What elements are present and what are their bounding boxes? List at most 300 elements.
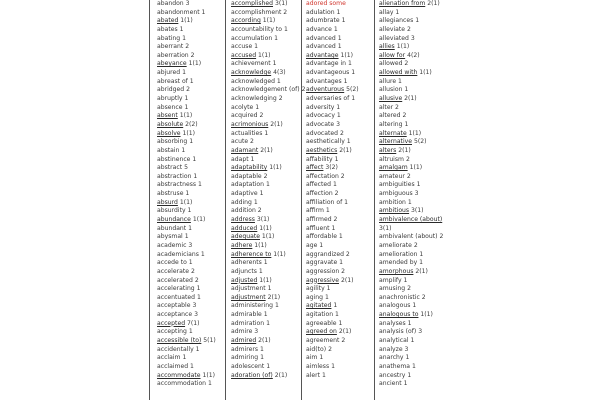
index-entry[interactable] — [231, 17, 299, 26]
entry-word-link[interactable]: abated — [157, 17, 179, 25]
index-entry[interactable] — [231, 277, 299, 286]
entry-count: 2 — [345, 250, 350, 258]
entry-word-link[interactable]: amalgam — [379, 164, 408, 172]
index-entry[interactable] — [379, 216, 450, 225]
entry-count: 3 — [410, 34, 415, 42]
entry-word: agility — [306, 285, 325, 293]
entry-word-link[interactable]: alienation from — [379, 0, 426, 7]
entry-word: aesthetically — [306, 138, 345, 146]
entry-count: 1 — [332, 181, 337, 189]
entry-count: 1 — [411, 362, 416, 370]
entry-count: 1(1) — [259, 276, 272, 284]
entry-word-link[interactable]: adamant — [231, 146, 259, 154]
entry-word: admirers — [231, 345, 259, 353]
entry-count: 3(1) — [274, 0, 288, 7]
entry-word-link[interactable]: abeyance — [157, 60, 187, 68]
entry-word: ambiguous — [379, 190, 413, 198]
entry-word-link[interactable]: analogous to — [379, 311, 419, 319]
index-entry[interactable] — [306, 328, 372, 337]
index-entry — [157, 363, 223, 372]
entry-word-link[interactable]: accommodate — [157, 371, 201, 379]
entry-count: 2(2) — [185, 120, 198, 128]
index-entry[interactable] — [379, 207, 450, 216]
index-entry — [157, 69, 223, 78]
index-entry — [379, 363, 450, 372]
index-entry — [231, 78, 299, 87]
entry-word-link[interactable]: allowed with — [379, 69, 418, 77]
index-entry[interactable] — [231, 225, 299, 234]
entry-word: adding — [231, 198, 252, 206]
entry-word-link[interactable]: absent — [157, 112, 178, 120]
entry-count: 2(1) — [340, 276, 354, 284]
entry-word-link[interactable]: amorphous — [379, 267, 414, 275]
index-entry[interactable] — [157, 320, 223, 329]
index-entry[interactable] — [231, 52, 299, 61]
entry-count: 1 — [319, 354, 324, 362]
entry-count: 1 — [196, 285, 201, 293]
index-entry — [379, 112, 450, 121]
entry-count: 2 — [395, 103, 399, 111]
entry-count: 2 — [333, 216, 338, 224]
index-entry — [231, 9, 299, 18]
index-entry — [306, 346, 372, 355]
entry-word: altered — [379, 112, 401, 120]
entry-word: adaptation — [231, 181, 265, 189]
entry-count: 1 — [419, 259, 424, 267]
entry-word: accumulation — [231, 34, 273, 42]
index-entry — [379, 328, 450, 337]
index-entry[interactable] — [379, 164, 450, 173]
index-entry — [379, 225, 450, 234]
entry-word: adaptable — [231, 172, 262, 180]
index-entry — [157, 311, 223, 320]
index-entry[interactable] — [306, 302, 372, 311]
index-entry — [306, 225, 372, 234]
entry-count: 1 — [184, 233, 189, 241]
entry-word: allusion — [379, 86, 403, 94]
entry-count: 1 — [265, 181, 270, 189]
entry-word-link[interactable]: aesthetics — [306, 146, 338, 154]
entry-word: aberration — [157, 51, 189, 59]
entry-count: 3 — [185, 0, 190, 7]
entry-word-link[interactable]: adherence to — [231, 250, 272, 258]
index-entry — [379, 121, 450, 130]
entry-word: allure — [379, 77, 397, 85]
index-entry — [306, 216, 372, 225]
index-entry[interactable] — [379, 268, 450, 277]
entry-count: 2 — [404, 60, 409, 68]
entry-word: amplify — [379, 276, 402, 284]
entry-word: academic — [157, 241, 187, 249]
entry-word-link[interactable]: agreed on — [306, 328, 337, 336]
index-entry — [157, 380, 223, 389]
index-entry — [306, 268, 372, 277]
entry-word: acquired — [231, 112, 258, 120]
entry-word-link[interactable]: aggressive — [306, 276, 339, 284]
entry-word: adolescent — [231, 362, 265, 370]
index-entry[interactable] — [231, 147, 299, 156]
index-entry — [231, 138, 299, 147]
entry-count: 2(1) — [258, 336, 271, 344]
entry-count: 2 — [250, 138, 254, 146]
index-entry — [379, 104, 450, 113]
entry-word: abysmal — [157, 233, 183, 241]
entry-word-link[interactable]: accessible (to) — [157, 336, 202, 344]
index-entry — [306, 294, 372, 303]
index-entry — [306, 285, 372, 294]
index-entry[interactable] — [157, 17, 223, 26]
entry-count: 1 — [338, 319, 343, 327]
entry-word: abstract — [157, 164, 183, 172]
entry-word: advocacy — [306, 112, 335, 120]
index-entry[interactable] — [157, 121, 223, 130]
entry-word-link[interactable]: adjustment — [231, 293, 266, 301]
index-entry — [379, 259, 450, 268]
entry-word-link[interactable]: absolve — [157, 129, 181, 137]
index-entry[interactable] — [231, 121, 299, 130]
entry-word: alleviate — [379, 25, 406, 33]
entry-word: adumbrate — [306, 17, 340, 25]
entry-word-link[interactable]: abundance — [157, 216, 191, 224]
entry-count: 3 — [418, 328, 423, 336]
entry-count: 1(1) — [188, 60, 202, 68]
index-entry[interactable] — [379, 311, 450, 320]
entry-word: affiliation of — [306, 198, 343, 206]
entry-word: abstinence — [157, 155, 191, 163]
index-entry — [306, 69, 372, 78]
index-entry — [231, 112, 299, 121]
entry-word-link[interactable]: absolute — [157, 120, 184, 128]
index-entry[interactable] — [379, 130, 450, 139]
index-entry[interactable] — [231, 164, 299, 173]
entry-count: 1 — [201, 8, 206, 16]
entry-count: 1 — [344, 198, 349, 206]
index-entry — [306, 337, 372, 346]
entry-count: 3 — [194, 311, 198, 319]
index-entry — [306, 104, 372, 113]
index-entry[interactable] — [306, 86, 372, 95]
index-entry[interactable] — [157, 216, 223, 225]
index-entry[interactable] — [157, 337, 223, 346]
entry-count: 3 — [254, 328, 259, 336]
index-entry — [306, 121, 372, 130]
entry-count: 2 — [278, 95, 283, 103]
entry-word-link[interactable]: advantage — [306, 51, 339, 59]
entry-word-link[interactable]: according — [231, 17, 261, 25]
entry-count: 1 — [258, 267, 263, 275]
word-index-page — [149, 0, 451, 400]
entry-word: adored some — [306, 0, 346, 7]
entry-word: accentuated — [157, 293, 196, 301]
entry-count: 2 — [190, 51, 195, 59]
index-entry — [157, 26, 223, 35]
entry-count: 2(1) — [260, 146, 273, 154]
index-entry — [157, 190, 223, 199]
entry-count: 1 — [263, 311, 268, 319]
entry-count: 1(1) — [254, 241, 267, 249]
entry-word-link[interactable]: allusive — [379, 95, 403, 103]
entry-count: 1(1) — [340, 51, 353, 59]
index-entry[interactable] — [306, 147, 372, 156]
entry-word: advantageous — [306, 69, 350, 77]
entry-word: abates — [157, 25, 178, 33]
entry-count: 1(1) — [261, 233, 275, 241]
entry-count: 2 — [340, 172, 345, 180]
entry-count: 3(2) — [325, 164, 338, 172]
entry-word: accelerated — [157, 276, 193, 284]
index-entry — [379, 354, 450, 363]
index-entry[interactable] — [231, 216, 299, 225]
entry-count: 2(1) — [274, 371, 288, 379]
entry-count: 2 — [194, 276, 199, 284]
entry-count: 2 — [341, 336, 346, 344]
index-entry[interactable] — [231, 372, 299, 381]
entry-count: 1 — [351, 95, 356, 103]
index-entry[interactable] — [157, 60, 223, 69]
entry-word-link[interactable]: agitated — [306, 302, 332, 310]
index-entry — [306, 17, 372, 26]
index-entry[interactable] — [306, 164, 372, 173]
index-entry[interactable] — [379, 52, 450, 61]
entry-word-link[interactable]: ambivalence (about) — [379, 216, 443, 224]
entry-word-link[interactable]: allies — [379, 43, 395, 51]
index-entry[interactable] — [231, 242, 299, 251]
entry-word: ameliorate — [379, 241, 412, 249]
entry-word-link[interactable]: admired — [231, 336, 257, 344]
index-entry — [157, 43, 223, 52]
entry-word-link[interactable]: alternate — [379, 129, 407, 137]
entry-word: affected — [306, 181, 332, 189]
entry-word: affectation — [306, 172, 339, 180]
entry-word-link[interactable]: adventurous — [306, 86, 345, 94]
index-entry[interactable] — [379, 0, 450, 9]
index-entry[interactable] — [379, 147, 450, 156]
entry-word: analyses — [379, 319, 406, 327]
entry-count: 1 — [415, 17, 420, 25]
entry-word-link[interactable]: adhere — [231, 241, 253, 249]
entry-word: aim — [306, 354, 318, 362]
entry-count: 1 — [403, 276, 408, 284]
entry-count: 1 — [398, 77, 402, 85]
index-entry — [306, 320, 372, 329]
entry-word-link[interactable]: ambitious — [379, 207, 410, 215]
index-entry — [379, 35, 450, 44]
entry-word: affordable — [306, 233, 337, 241]
entry-count: 1 — [407, 319, 412, 327]
entry-word: aimless — [306, 362, 330, 370]
index-entry — [379, 78, 450, 87]
entry-word: achievement — [231, 60, 271, 68]
entry-count: 2 — [263, 172, 268, 180]
index-entry[interactable] — [157, 199, 223, 208]
entry-word: advanced — [306, 34, 336, 42]
entry-word: adjustment — [231, 285, 266, 293]
entry-word: adapt — [231, 155, 249, 163]
index-entry — [306, 138, 372, 147]
entry-count: 1 — [266, 362, 271, 370]
index-entry[interactable] — [231, 233, 299, 242]
index-entry — [379, 60, 450, 69]
index-entry — [231, 190, 299, 199]
entry-word: affection — [306, 190, 333, 198]
entry-count: 1 — [346, 138, 351, 146]
entry-word: abandon — [157, 0, 184, 7]
entry-count: 1 — [263, 259, 268, 267]
entry-word: advocated — [306, 129, 339, 137]
entry-word-link[interactable]: adduced — [231, 224, 258, 232]
entry-word: accelerating — [157, 285, 195, 293]
entry-word: amelioration — [379, 250, 418, 258]
entry-word: accelerate — [157, 267, 190, 275]
index-entry — [231, 354, 299, 363]
index-entry — [157, 86, 223, 95]
index-entry — [379, 302, 450, 311]
entry-word-link[interactable]: alternative — [379, 138, 412, 146]
index-entry[interactable] — [231, 69, 299, 78]
index-entry[interactable] — [306, 277, 372, 286]
index-entry — [306, 251, 372, 260]
entry-word: advance — [306, 25, 332, 33]
entry-count: 1 — [403, 380, 408, 388]
entry-word: acceptable — [157, 302, 191, 310]
entry-word: abridged — [157, 86, 185, 94]
index-entry[interactable] — [379, 138, 450, 147]
entry-count: 1 — [404, 120, 409, 128]
index-entry — [157, 259, 223, 268]
entry-word: altering — [379, 120, 403, 128]
entry-word: analogous — [379, 302, 411, 310]
entry-word: accountability to — [231, 25, 283, 33]
index-entry[interactable] — [231, 251, 299, 260]
entry-count: 1 — [196, 293, 201, 301]
entry-word: aid(to) — [306, 345, 327, 353]
entry-word-link[interactable]: acrimonious — [231, 120, 269, 128]
entry-count: 1 — [189, 138, 194, 146]
index-entry — [306, 372, 372, 381]
index-entry — [379, 86, 450, 95]
entry-word: agitation — [306, 311, 334, 319]
index-entry — [231, 320, 299, 329]
entry-count: 1 — [198, 181, 202, 189]
entry-count: 1 — [410, 336, 415, 344]
index-entry — [157, 9, 223, 18]
index-entry — [379, 294, 450, 303]
entry-count: 1 — [341, 17, 346, 25]
entry-count: 1 — [207, 380, 212, 388]
entry-word-link[interactable]: alters — [379, 146, 397, 154]
entry-word: aging — [306, 293, 324, 301]
entry-count: 1(1) — [180, 17, 193, 25]
entry-count: 4(3) — [273, 69, 286, 77]
index-entry[interactable] — [231, 337, 299, 346]
index-entry[interactable] — [379, 69, 450, 78]
entry-count: 1 — [255, 103, 260, 111]
entry-count: 1(1) — [409, 164, 423, 172]
index-entry[interactable] — [379, 95, 450, 104]
index-entry[interactable] — [379, 43, 450, 52]
entry-word-link[interactable]: accomplished — [231, 0, 274, 7]
entry-word-link[interactable]: address — [231, 216, 255, 224]
entry-word-link[interactable]: adoration (of) — [231, 371, 273, 379]
entry-word: abstain — [157, 146, 180, 154]
entry-word-link[interactable]: allow for — [379, 51, 406, 59]
entry-count: 5(2) — [413, 138, 427, 146]
entry-word: agreeable — [306, 319, 337, 327]
entry-word-link[interactable]: adequate — [231, 233, 260, 241]
entry-count: 1 — [188, 328, 193, 336]
entry-word: abstruse — [157, 190, 184, 198]
index-entry[interactable] — [157, 112, 223, 121]
index-entry — [157, 156, 223, 165]
entry-word-link[interactable]: absurd — [157, 198, 178, 206]
index-entry — [306, 78, 372, 87]
entry-word: aggravate — [306, 259, 338, 267]
index-entry — [157, 346, 223, 355]
entry-word: adjuncts — [231, 267, 257, 275]
entry-word-link[interactable]: affect — [306, 164, 324, 172]
entry-word: alert — [306, 371, 321, 379]
entry-word: abandonment — [157, 8, 200, 16]
entry-count: 1 — [260, 354, 264, 362]
entry-word: amusing — [379, 285, 406, 293]
entry-word: accuse — [231, 43, 253, 51]
index-entry — [306, 43, 372, 52]
entry-count: 2 — [190, 267, 195, 275]
index-entry — [231, 43, 299, 52]
entry-count: 1 — [336, 103, 341, 111]
entry-count: 1 — [326, 285, 331, 293]
index-entry — [157, 207, 223, 216]
entry-count: 2 — [257, 207, 262, 215]
index-entry[interactable] — [157, 372, 223, 381]
entry-word-link[interactable]: accused — [231, 51, 257, 59]
entry-count: 1 — [419, 250, 424, 258]
word-list — [231, 0, 306, 380]
index-entry — [379, 285, 450, 294]
entry-count: 1 — [331, 224, 336, 232]
entry-count: 2(1) — [338, 328, 352, 336]
entry-word-link[interactable]: acknowledge — [231, 69, 272, 77]
entry-count: 1 — [276, 77, 281, 85]
entry-word-link[interactable]: adaptability — [231, 164, 268, 172]
index-entry — [157, 294, 223, 303]
entry-word: anarchy — [379, 354, 404, 362]
index-entry — [231, 173, 299, 182]
entry-word: acute — [231, 138, 249, 146]
entry-count: 2 — [185, 43, 190, 51]
entry-count: 1 — [267, 285, 272, 293]
entry-word: amateur — [379, 172, 405, 180]
entry-count: 2(1) — [267, 293, 281, 301]
index-entry — [231, 285, 299, 294]
index-entry — [231, 26, 299, 35]
entry-count: 1(1) — [182, 129, 196, 137]
index-entry — [379, 320, 450, 329]
index-entry[interactable] — [157, 130, 223, 139]
index-entry[interactable] — [231, 294, 299, 303]
index-entry — [379, 346, 450, 355]
entry-count: 3 — [414, 190, 419, 198]
entry-word: accidentally — [157, 345, 194, 353]
entry-word-link[interactable]: accepted — [157, 319, 186, 327]
index-entry[interactable] — [231, 0, 299, 9]
entry-word-link[interactable]: adjusted — [231, 276, 258, 284]
entry-count: 2(1) — [339, 146, 352, 154]
entry-count: 5(2) — [346, 86, 359, 94]
index-entry — [231, 104, 299, 113]
entry-count: 1 — [404, 86, 409, 94]
index-entry[interactable] — [306, 52, 372, 61]
